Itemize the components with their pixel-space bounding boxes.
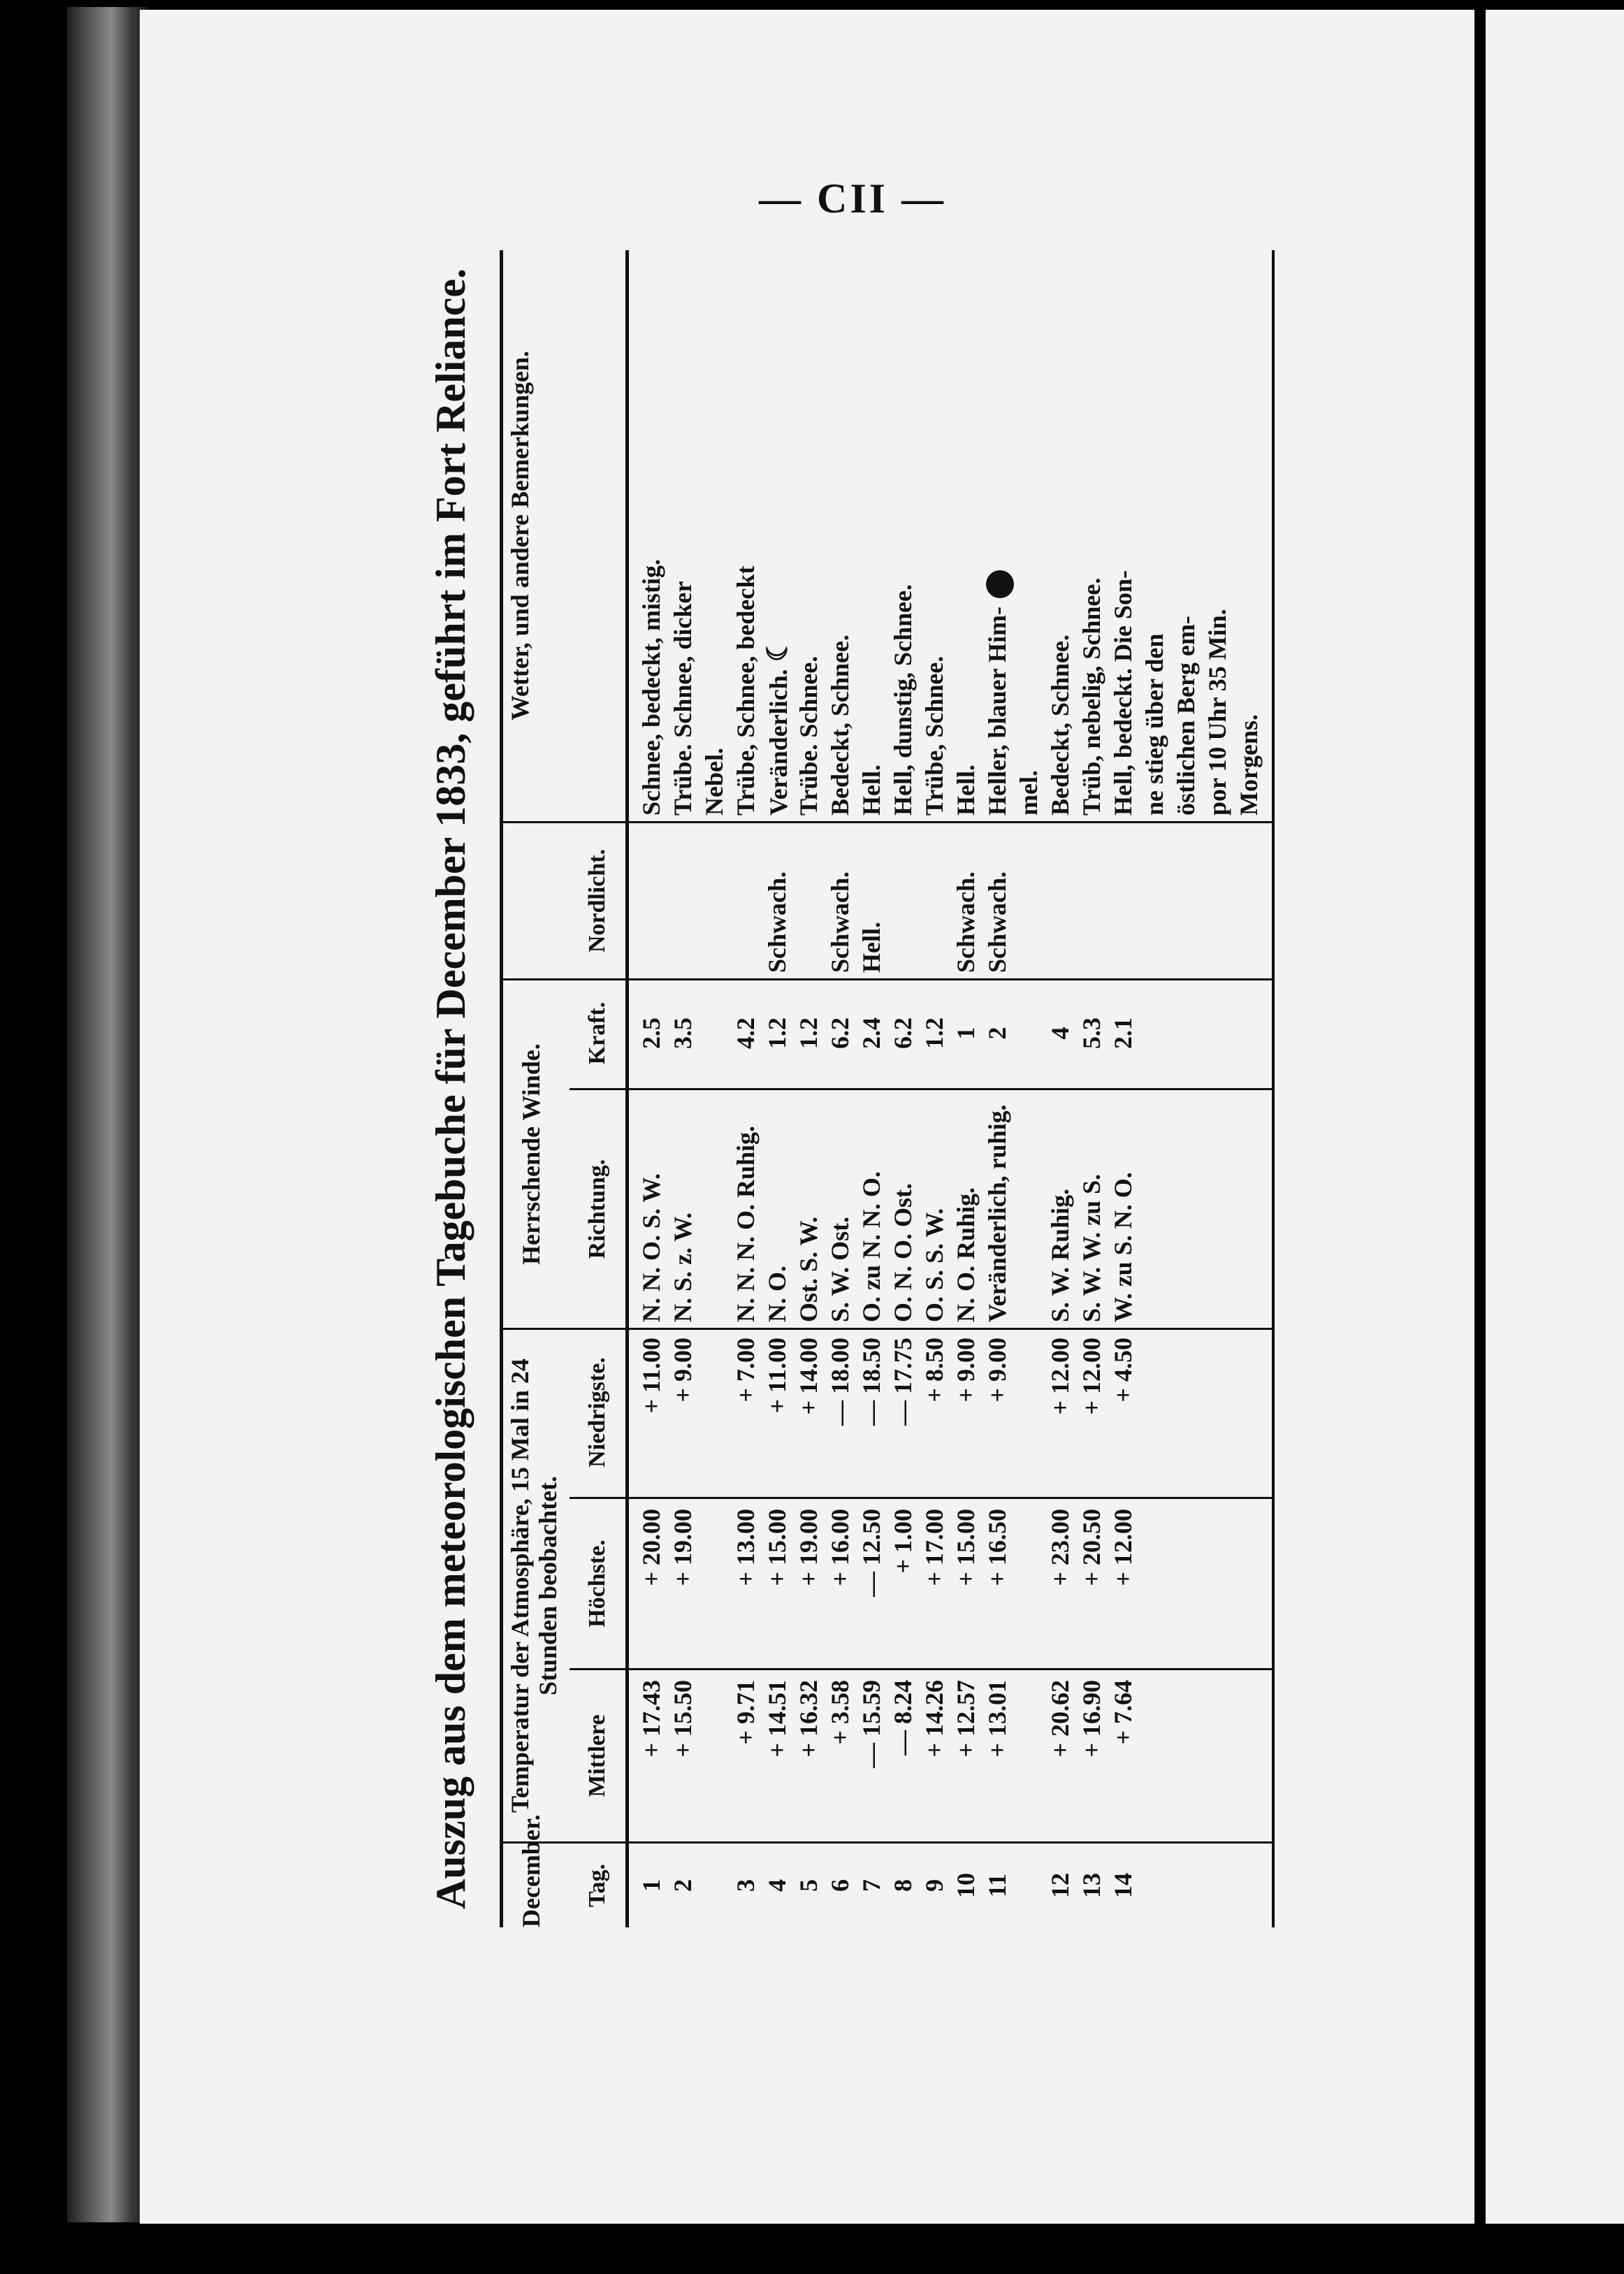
cell-wetter: Schnee, bedeckt, mistig. — [637, 559, 665, 816]
cell-richtung: N. O. — [763, 1266, 791, 1322]
cell-niedrigste: — 17.75 — [889, 1338, 917, 1426]
cell-wetter: Trübe, Schnee. — [920, 656, 948, 816]
cell-richtung: S. W. Ruhig. — [1046, 1188, 1074, 1322]
cell-wetter: Nebel. — [700, 748, 728, 816]
col-wetter — [503, 250, 1272, 823]
cell-richtung: O. N. O. Ost. — [889, 1182, 917, 1322]
cell-kraft: 1.2 — [795, 1017, 822, 1049]
cell-tag: 12 — [1046, 1873, 1074, 1898]
header-richtung: Richtung. — [570, 1090, 629, 1328]
cell-mittlere: — 8.24 — [889, 1680, 917, 1755]
cell-hoechste: + 19.00 — [669, 1509, 697, 1586]
cell-niedrigste: + 11.00 — [637, 1338, 665, 1414]
cell-hoechste: + 23.00 — [1046, 1509, 1074, 1586]
cell-niedrigste: + 8.50 — [920, 1338, 948, 1403]
cell-kraft: 6.2 — [826, 1017, 854, 1049]
cell-wetter: Trüb, nebelig, Schnee. — [1078, 577, 1105, 816]
cell-mittlere: + 17.43 — [637, 1680, 665, 1758]
cell-tag: 14 — [1109, 1873, 1137, 1898]
cell-mittlere: + 15.50 — [669, 1680, 697, 1758]
cell-niedrigste: + 7.00 — [732, 1338, 760, 1403]
header-winds: Herrschende Winde. — [517, 1043, 545, 1265]
cell-mittlere: + 20.62 — [1046, 1680, 1074, 1758]
cell-wetter: Veränderlich.☾ — [762, 637, 793, 816]
cell-wetter: Morgens. — [1235, 714, 1263, 816]
cell-tag: 11 — [983, 1874, 1011, 1898]
cell-niedrigste: + 9.00 — [983, 1338, 1011, 1403]
header-december: December. — [517, 1814, 545, 1927]
cell-nordlicht: Schwach. — [763, 871, 791, 973]
subcol-richtung — [570, 1090, 1272, 1328]
cell-kraft: 4.2 — [732, 1017, 760, 1049]
cell-richtung: Ost. S. W. — [795, 1216, 822, 1322]
cell-richtung: N. N. O. S. W. — [637, 1173, 665, 1322]
cell-hoechste: + 20.00 — [637, 1509, 665, 1586]
cell-mittlere: + 16.90 — [1078, 1680, 1105, 1758]
cell-richtung: N. S. z. W. — [669, 1212, 697, 1322]
cell-tag: 8 — [889, 1879, 917, 1892]
cell-wetter: Heller, blauer Him- — [982, 250, 1013, 821]
cell-kraft: 4 — [1046, 1027, 1074, 1040]
col-nordlicht — [503, 823, 1272, 980]
cell-tag: 9 — [920, 1879, 948, 1892]
table-title: Auszug aus dem meteorologischen Tagebuche für December 1833, geführt im Fort Reliance. — [428, 268, 474, 1910]
cell-richtung: O. S. S. W. — [920, 1208, 948, 1322]
cell-wetter: Trübe. Schnee, dicker — [669, 581, 697, 816]
cell-nordlicht: Hell. — [857, 922, 885, 973]
cell-niedrigste: + 14.00 — [795, 1338, 822, 1415]
cell-wetter: ne stieg über den — [1140, 633, 1168, 816]
cell-wetter: Bedeckt, Schnee. — [826, 635, 854, 816]
cell-wetter: Hell, dunstig, Schnee. — [889, 584, 917, 816]
cell-mittlere: + 9.71 — [732, 1680, 760, 1745]
cell-niedrigste: — 18.00 — [826, 1338, 854, 1426]
cell-hoechste: + 15.00 — [952, 1509, 980, 1586]
cell-nordlicht: Schwach. — [983, 871, 1011, 973]
full-moon-icon — [986, 570, 1014, 598]
header-niedrigste: Niedrigste. — [570, 1328, 629, 1497]
cell-mittlere: + 3.58 — [826, 1680, 854, 1745]
cell-mittlere: + 14.26 — [920, 1680, 948, 1758]
cell-tag: 10 — [952, 1873, 980, 1898]
cell-richtung: N. N. N. O. Ruhig. — [732, 1125, 760, 1322]
cell-richtung: S. W. W. zu S. — [1078, 1173, 1105, 1322]
cell-richtung: O. zu N. N. O. — [857, 1171, 885, 1322]
cell-tag: 5 — [795, 1879, 822, 1892]
cell-kraft: 2 — [983, 1027, 1011, 1040]
cell-richtung: Veränderlich, ruhig. — [983, 1104, 1011, 1322]
cell-niedrigste: + 12.00 — [1078, 1338, 1105, 1415]
cell-hoechste: + 1.00 — [889, 1509, 917, 1574]
cell-richtung: N. O. Ruhig. — [952, 1187, 980, 1322]
subcol-hoechste — [570, 1499, 1272, 1670]
col-december — [503, 1814, 1272, 1927]
header-mittlere: Mittlere — [570, 1670, 629, 1841]
cell-mittlere: + 14.51 — [763, 1680, 791, 1758]
cell-hoechste: + 17.00 — [920, 1509, 948, 1586]
cell-mittlere: + 13.01 — [983, 1680, 1011, 1758]
cell-wetter: Trübe. Schnee. — [795, 656, 822, 816]
cell-kraft: 1.2 — [920, 1017, 948, 1049]
cell-hoechste: + 20.50 — [1078, 1509, 1105, 1586]
cell-kraft: 2.4 — [857, 1017, 885, 1049]
subcol-tag — [570, 1844, 1272, 1927]
cell-wetter: Hell. — [952, 765, 980, 816]
cell-niedrigste: + 12.00 — [1046, 1338, 1074, 1415]
cell-mittlere: + 12.57 — [952, 1680, 980, 1758]
cell-hoechste: + 16.00 — [826, 1509, 854, 1586]
cell-mittlere: + 16.32 — [795, 1680, 822, 1758]
cell-wetter: östlichen Berg em- — [1172, 616, 1200, 816]
facing-page-edge — [1486, 10, 1624, 2224]
header-wetter-rule — [570, 250, 629, 821]
cell-hoechste: + 16.50 — [983, 1509, 1011, 1586]
cell-richtung: S. W. Ost. — [826, 1216, 854, 1322]
cell-kraft: 6.2 — [889, 1017, 917, 1049]
cell-richtung: W. zu S. N. O. — [1109, 1172, 1137, 1322]
header-nordlicht: Nordlicht. — [570, 823, 629, 978]
subcol-nordlicht — [570, 823, 1272, 978]
subcol-niedrigste — [570, 1328, 1272, 1499]
cell-wetter: Hell, bedeckt. Die Son- — [1109, 570, 1137, 816]
moon-icon: ☾ — [762, 637, 793, 662]
cell-tag: 2 — [669, 1879, 697, 1892]
cell-tag: 4 — [763, 1879, 791, 1892]
cell-mittlere: + 7.64 — [1109, 1680, 1137, 1745]
cell-kraft: 1.2 — [763, 1017, 791, 1049]
cell-hoechste: + 19.00 — [795, 1509, 822, 1586]
col-winds — [503, 980, 1272, 1330]
cell-hoechste: — 12.50 — [857, 1509, 885, 1597]
cell-niedrigste: + 4.50 — [1109, 1338, 1137, 1403]
cell-niedrigste: + 11.00 — [763, 1338, 791, 1414]
cell-kraft: 1 — [952, 1027, 980, 1040]
book-binding — [67, 7, 147, 2222]
rotated-table-block — [419, 250, 1384, 1927]
cell-tag: 7 — [857, 1879, 885, 1892]
subcol-wetter — [570, 250, 1272, 821]
cell-tag: 3 — [732, 1879, 760, 1892]
header-hoechste: Höchste. — [570, 1499, 629, 1668]
page-number: — CII — — [758, 175, 947, 222]
cell-wetter: por 10 Uhr 35 Min. — [1203, 609, 1231, 816]
cell-tag: 13 — [1078, 1873, 1105, 1898]
cell-nordlicht: Schwach. — [952, 871, 980, 973]
cell-kraft: 2.1 — [1109, 1017, 1137, 1049]
cell-wetter: mel. — [1015, 770, 1043, 816]
subcol-kraft — [570, 978, 1272, 1090]
cell-nordlicht: Schwach. — [826, 871, 854, 973]
cell-kraft: 2.5 — [637, 1017, 665, 1049]
header-temperature: Temperatur der Atmosphäre, 15 Mal in 24 Stunden beobachtet. — [506, 1359, 562, 1813]
cell-mittlere: — 15.59 — [857, 1680, 885, 1768]
header-wetter: Wetter, und andere Bemerkungen. — [506, 351, 534, 721]
cell-niedrigste: + 9.00 — [952, 1338, 980, 1403]
col-temperature — [503, 1330, 1272, 1844]
cell-wetter: Bedeckt, Schnee. — [1046, 635, 1074, 816]
cell-tag: 6 — [826, 1879, 854, 1892]
header-kraft: Kraft. — [570, 978, 629, 1088]
cell-niedrigste: + 9.00 — [669, 1338, 697, 1403]
cell-tag: 1 — [637, 1879, 665, 1892]
cell-niedrigste: — 18.50 — [857, 1338, 885, 1426]
cell-kraft: 3.5 — [669, 1017, 697, 1049]
cell-wetter: Hell. — [857, 765, 885, 816]
cell-wetter: Trübe, Schnee, bedeckt — [732, 565, 760, 816]
cell-hoechste: + 13.00 — [732, 1509, 760, 1586]
subcol-mittlere — [570, 1670, 1272, 1841]
cell-hoechste: + 12.00 — [1109, 1509, 1137, 1586]
header-tag: Tag. — [570, 1844, 629, 1927]
cell-hoechste: + 15.00 — [763, 1509, 791, 1586]
meteorological-table — [500, 250, 1275, 1927]
cell-kraft: 5.3 — [1078, 1017, 1105, 1049]
